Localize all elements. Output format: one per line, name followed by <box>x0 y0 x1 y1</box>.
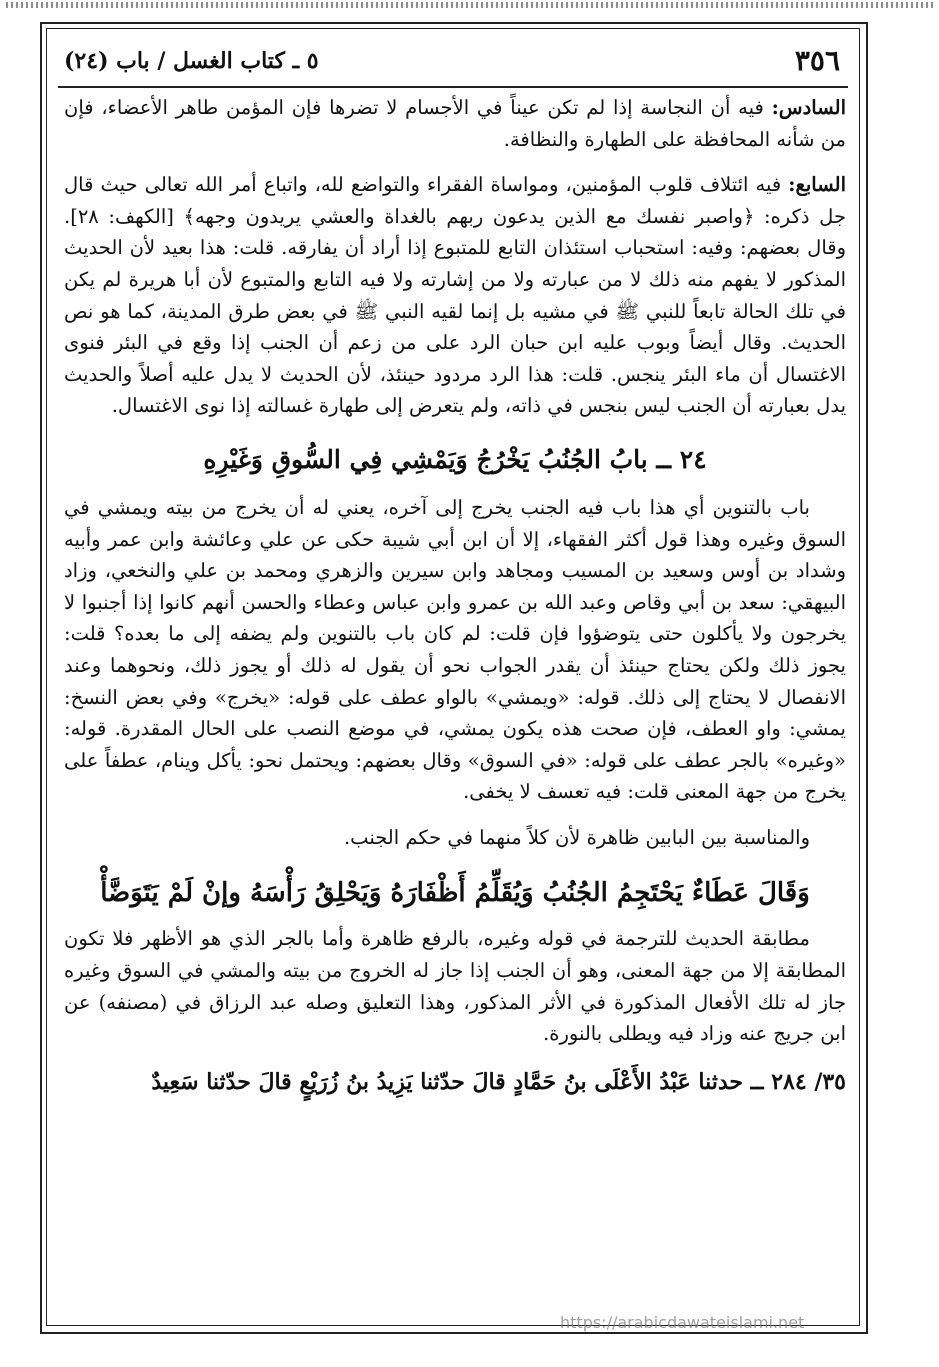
page-number: ٣٥٦ <box>794 44 840 77</box>
isnad-line: ٣٥/ ٢٨٤ ــ حدثنا عَبْدُ الأَعْلَى بنُ حَمَّادٍ قالَ حدّثنا يَزِيدُ بنُ زُرَيْعٍ قالَ حدّثنا سَعِيدٌ <box>151 1068 846 1095</box>
running-title: ٥ ـ كتاب الغسل / باب (٢٤) <box>64 48 319 74</box>
hadith-quote: وَقَالَ عَطَاءٌ يَحْتَجِمُ الجُنُبُ وَيُقَلِّمُ أَظْفَارَهُ وَيَحْلِقُ رَأْسَهُ وإنْ لَمْ يَتَوَضَّأْ <box>100 878 810 909</box>
paragraph-text: فيه ائتلاف قلوب المؤمنين، ومواساة الفقراء والتواضع لله، واتباع أمر الله تعالى حيث قال جل ذكره: ﴿واصبر نفسك مع الذين يدعون ربهم بالغداة والعشي يريدون وجهه﴾ [الكهف: ٢٨]. وقال بعضهم: وفيه: استحباب استئذان التابع للمتبوع إذا أراد أن يفارقه. قلت: هذا بعيد لأن الحديث المذكور لا يفهم منه ذلك لا من عبارته ولا من إشارته ولا فيه التابع والمتبوع لأن أبا هريرة لم يكن في تلك الحالة تابعاً للنبي ﷺ في مشيه بل إنما لقيه النبي ﷺ في بعض طرق المدينة، كما هو نص الحديث. وقال أيضاً وبوب عليه ابن حبان الرد على من زعم أن الجنب إذا وقع في البئر فنوى الاغتسال أن ماء البئر ينجس. قلت: هذا الرد مردود حينئذ، لأن الحديث لا يدل عليه أصلاً والحديث يدل بعبارته أن الجنب ليس بنجس في ذاته، ولم يتعرض إلى طهارة غسالته إذا نوى الاغتسال. <box>64 173 846 418</box>
paragraph-text: فيه أن النجاسة إذا لم تكن عيناً في الأجسام لا تضرها فإن المؤمن طاهر الأعضاء، فإن من شأنه المحافظة على الطهارة والنظافة. <box>64 96 846 151</box>
chapter-heading: ٢٤ ــ بابُ الجُنُبُ يَخْرُجُ وَيَمْشِي فِي السُّوقِ وَغَيْرِهِ <box>203 444 707 474</box>
page-header <box>58 40 848 88</box>
chapter-relation: والمناسبة بين البابين ظاهرة لأن كلاً منهما في حكم الجنب. <box>343 825 810 849</box>
watermark-url: https://arabicdawateislami.net <box>560 1313 805 1332</box>
chapter-explanation: باب بالتنوين أي هذا باب فيه الجنب يخرج إلى آخره، يعني له أن يخرج من بيته ويمشي في السوق وغيره وهذا قول أكثر الفقهاء، إلا أن ابن أبي شيبة حكى عن علي وعائشة وابن عمر وأبيه وشداد بن أوس وسعيد بن المسيب ومجاهد وابن سيرين والزهري ومحمد بن علي والنخعي، وزاد البيهقي: سعد بن أبي وقاص وعبد الله بن عمرو وابن عباس وعطاء والحسن أنهم كانوا إذا أجنبوا لا يخرجون ولا يأكلون حتى يتوضؤوا فإن قلت: لم كان باب بالتنوين ولم يضفه إلى ما بعده؟ قلت: يجوز ذلك ولكن يحتاج حينئذ أن يقدر الجواب نحو أن يقول له ذلك أو يجوز ذلك، ونحوهما وعند الانفصال لا يحتاج إلى ذلك. قوله: «ويمشي» بالواو عطف على قوله: «يخرج» وفي بعض النسخ: يمشي: واو العطف، فإن صحت هذه يكون يمشي، في موضع النصب على الحال المقدرة. قوله: «وغيره» بالجر عطف على قوله: «في السوق» وقال بعضهم: ويحتمل نحو: يأكل وينام، عطفاً على يخرج من جهة المعنى قلت: فيه تعسف لا يخفى. <box>64 495 846 804</box>
page-content <box>64 92 846 1100</box>
page-top-border <box>6 2 933 8</box>
commentary-paragraph: مطابقة الحديث للترجمة في قوله وغيره، بالرفع ظاهرة وأما بالجر الذي هو الأظهر فلا تكون المطابقة إلا من جهة المعنى، وهو أن الجنب إذا جاز له الخروج من بيته والمشي في السوق وغيره جاز له تلك الأفعال المذكورة في الأثر المذكور، وهذا التعليق وصله عبد الرزاق في (مصنفه) عن ابن جريج عنه وزاد فيه ويطلى بالنورة. <box>64 927 846 1046</box>
paragraph-sixth <box>64 92 846 155</box>
paragraph-lead: السابع: <box>788 173 846 197</box>
paragraph-seventh <box>64 169 846 422</box>
paragraph-lead: السادس: <box>771 96 846 119</box>
